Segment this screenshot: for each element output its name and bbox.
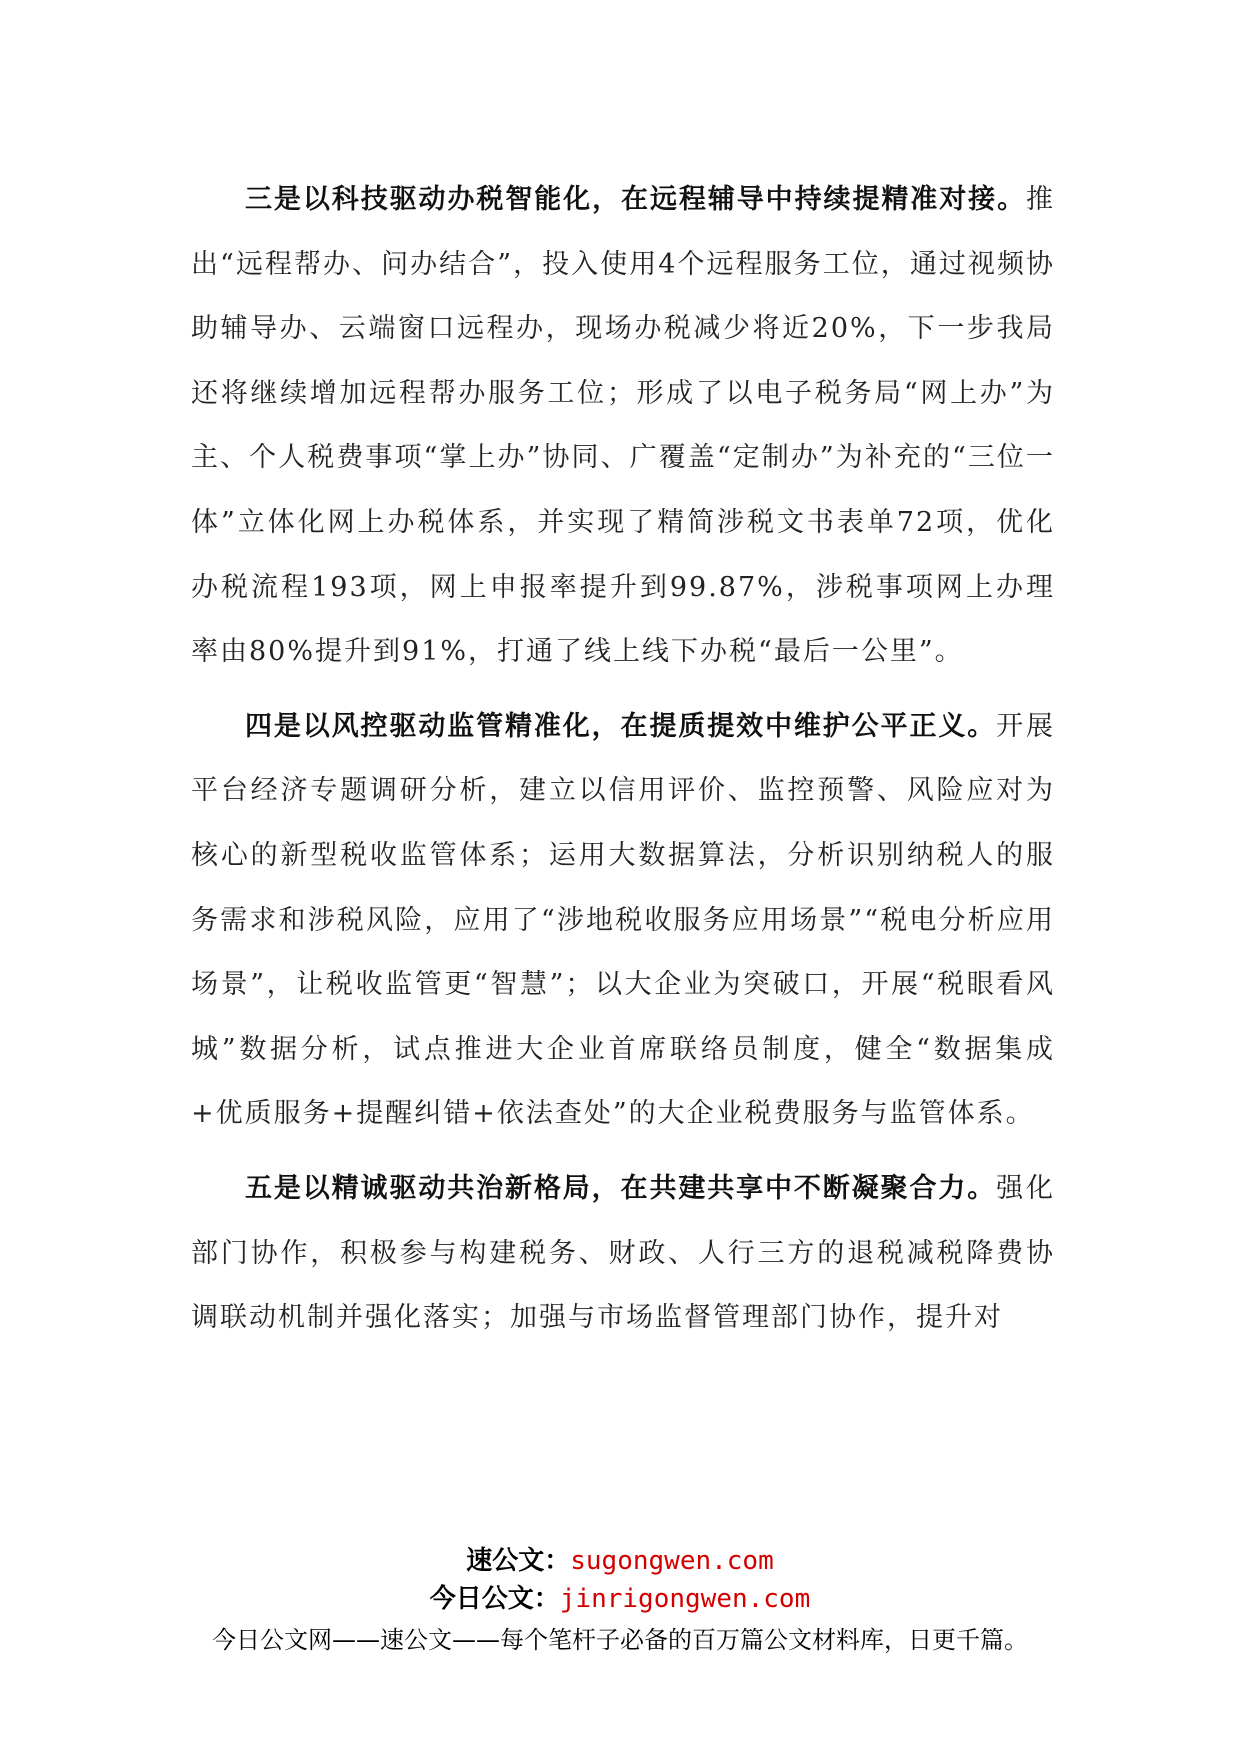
footer-link-sugongwen[interactable]: sugongwen.com xyxy=(570,1546,774,1576)
footer-slogan: 今日公文网——速公文——每个笔杆子必备的百万篇公文材料库，日更千篇。 xyxy=(212,1626,1028,1654)
paragraph-text: 推出“远程帮办、问办结合”，投入使用4个远程服务工位，通过视频协助辅导办、云端窗口远程办，现场办税减少将近20%，下一步我局还将继续增加远程帮办服务工位；形成了以电子税务局“网上办”为主、个人税费事项“掌上办”协同、广覆盖“定制办”为补充的“三位一体”立体化网上办税体系，并实现了精简涉税文书表单72项，优化办税流程193项，网上申报率提升到99.87%，涉税事项网上办理率由80%提升到91%，打通了线上线下办税“最后一公里”。 xyxy=(191,184,1055,668)
footer-line-jinrigongwen xyxy=(0,1580,1240,1618)
footer-label: 今日公文： xyxy=(429,1584,560,1614)
footer-label: 速公文： xyxy=(466,1546,571,1576)
paragraph-lead: 五是以精诚驱动共治新格局，在共建共享中不断凝聚合力。 xyxy=(245,1172,997,1204)
footer-link-jinrigongwen[interactable]: jinrigongwen.com xyxy=(559,1584,811,1614)
paragraph-lead: 三是以科技驱动办税智能化，在远程辅导中持续提精准对接。 xyxy=(245,184,1026,215)
paragraph-risk-control xyxy=(191,695,1055,1147)
paragraph-lead: 四是以风控驱动监管精准化，在提质提效中维护公平正义。 xyxy=(245,710,997,742)
footer-line-sugongwen xyxy=(0,1542,1240,1580)
page-footer xyxy=(0,1542,1240,1658)
paragraph-tech-driven xyxy=(191,168,1055,685)
paragraph-text: 强化部门协作，积极参与构建税务、财政、人行三方的退税减税降费协调联动机制并强化落实；加强与市场监督管理部门协作，提升对 xyxy=(191,1172,1056,1334)
paragraph-text: 开展平台经济专题调研分析，建立以信用评价、监控预警、风险应对为核心的新型税收监管体系；运用大数据算法，分析识别纳税人的服务需求和涉税风险，应用了“涉地税收服务应用场景”“税电分析应用场景”，让税收监管更“智慧”；以大企业为突破口，开展“税眼看风城”数据分析，试点推进大企业首席联络员制度，健全“数据集成+优质服务+提醒纠错+依法查处”的大企业税费服务与监管体系。 xyxy=(191,710,1056,1130)
paragraph-cogovernance xyxy=(191,1157,1055,1351)
document-body xyxy=(191,168,1055,1351)
